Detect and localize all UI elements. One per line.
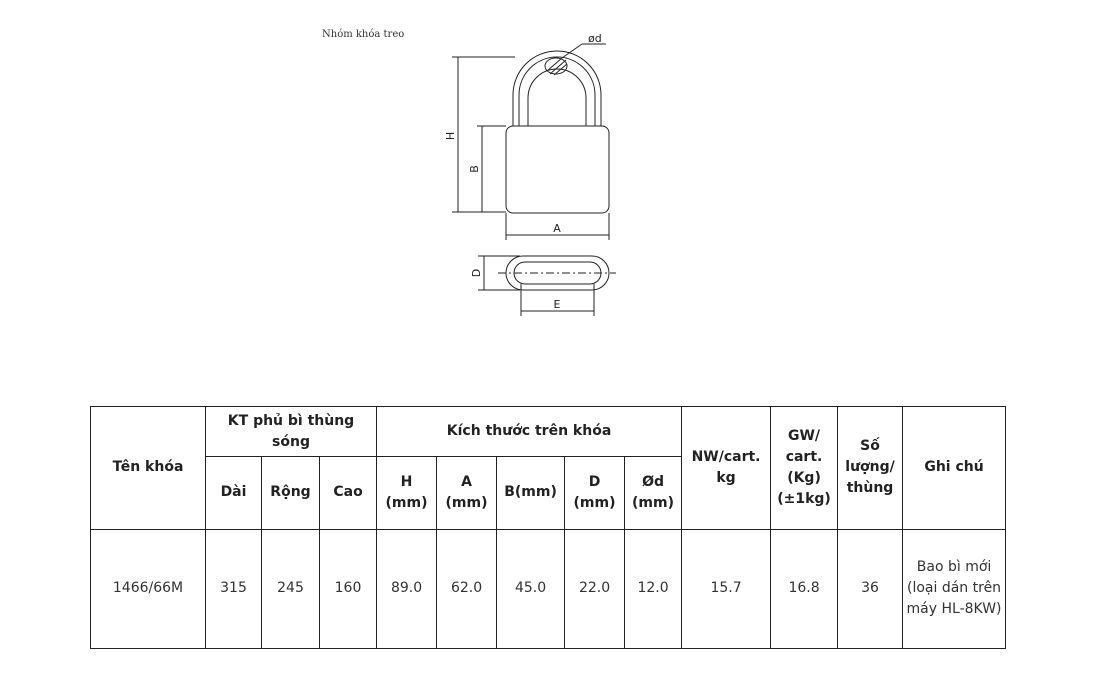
shackle-inner [528,69,586,126]
header-h: H (mm) [377,457,437,529]
cell-h: 89.0 [377,529,437,649]
header-dai: Dài [206,457,262,529]
shackle-section [545,58,567,74]
dim-label-h: H [444,131,457,141]
cell-b: 45.0 [497,529,565,649]
header-gw: GW/ cart. (Kg) (±1kg) [771,407,838,530]
table-row [91,529,1006,649]
header-cao: Cao [320,457,377,529]
lock-body [506,126,609,213]
diagram-caption: Nhóm khóa treo [322,29,405,40]
header-od: Ød (mm) [625,457,682,529]
cell-od: 12.0 [625,529,682,649]
cell-d: 22.0 [565,529,625,649]
dim-label-e: E [553,298,561,311]
header-nw: NW/cart. kg [682,407,771,530]
cell-ten-khoa: 1466/66M [91,529,206,649]
dim-label-b: B [468,165,481,173]
cell-rong: 245 [262,529,320,649]
cell-so-luong: 36 [838,529,903,649]
header-kt-lock-group: Kích thước trên khóa [377,407,682,457]
cell-gw: 16.8 [771,529,838,649]
header-d: D (mm) [565,457,625,529]
cell-a: 62.0 [437,529,497,649]
cell-ghi-chu: Bao bì mới (loại dán trên máy HL-8KW) [903,529,1006,649]
dim-label-a: A [553,222,561,235]
dim-label-d: D [470,268,483,278]
header-kt-group: KT phủ bì thùng sóng [206,407,377,457]
header-b: B(mm) [497,457,565,529]
header-so-luong: Số lượng/ thùng [838,407,903,530]
cell-dai: 315 [206,529,262,649]
header-ghi-chu: Ghi chú [903,407,1006,530]
header-a: A (mm) [437,457,497,529]
cell-nw: 15.7 [682,529,771,649]
header-row-1 [91,407,1006,457]
header-rong: Rộng [262,457,320,529]
specification-table [90,406,1006,649]
header-ten-khoa: Tên khóa [91,407,206,530]
cell-cao: 160 [320,529,377,649]
padlock-drawing [430,28,650,328]
dim-label-od: ød [588,32,602,45]
